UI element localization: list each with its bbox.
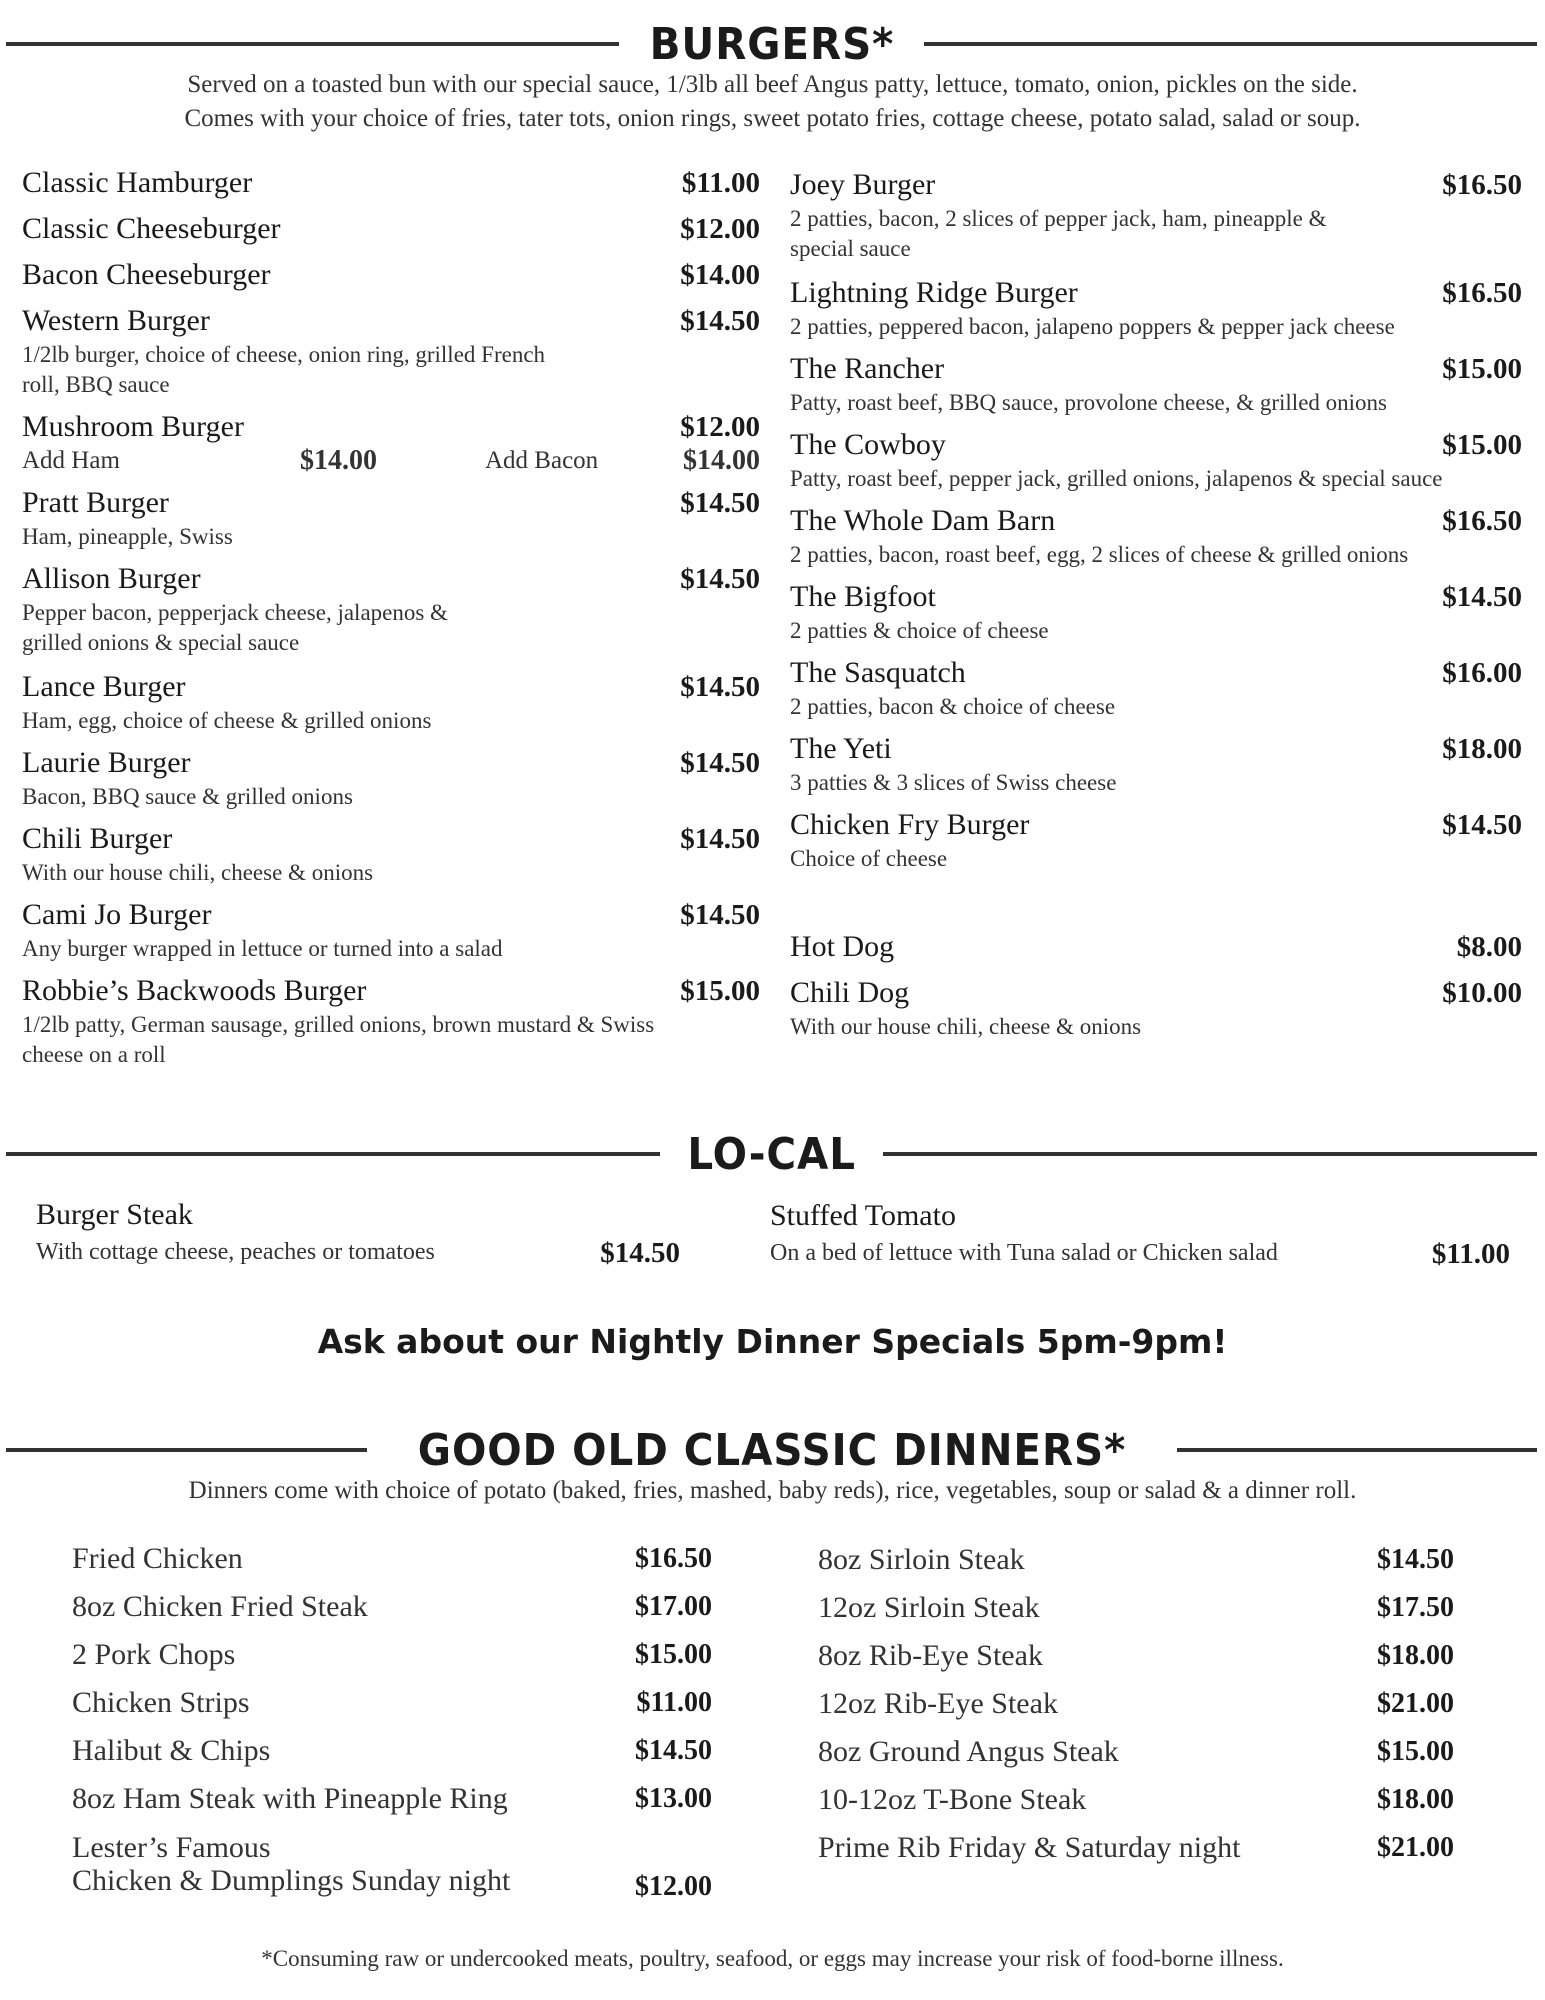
menu-item <box>22 484 760 560</box>
item-name: Fried Chicken <box>72 1542 243 1575</box>
item-price: $12.00 <box>680 213 760 245</box>
menu-item <box>790 730 1522 806</box>
item-description: Patty, roast beef, pepper jack, grilled onions, jalapenos & special sauce <box>790 466 1443 491</box>
add-bacon-price: $14.00 <box>683 445 760 476</box>
item-price: $15.00 <box>635 1639 712 1670</box>
menu-item <box>818 1776 1454 1824</box>
menu-item <box>72 1583 712 1631</box>
item-name: Pratt Burger <box>22 486 169 519</box>
burgers-title: BURGERS* <box>649 18 894 70</box>
item-price: $14.00 <box>680 259 760 291</box>
item-price: $14.50 <box>1377 1544 1454 1575</box>
menu-item <box>22 972 760 1078</box>
item-price: $16.50 <box>1442 277 1522 309</box>
lo-cal-item-burger-steak <box>36 1196 680 1270</box>
item-description: Choice of cheese <box>790 846 948 871</box>
item-description: Patty, roast beef, BBQ sauce, provolone cheese, & grilled onions <box>790 390 1388 415</box>
menu-item <box>72 1631 712 1679</box>
menu-item <box>790 166 1522 274</box>
item-name: Allison Burger <box>22 562 201 595</box>
food-safety-footnote: *Consuming raw or undercooked meats, poultry, seafood, or eggs may increase your risk of food-borne illness. <box>261 1946 1284 1971</box>
item-name: Western Burger <box>22 304 210 337</box>
nightly-specials-banner: Ask about our Nightly Dinner Specials 5pm-9pm! <box>317 1322 1228 1361</box>
header-rule-right <box>883 1152 1537 1156</box>
item-price: $14.50 <box>680 671 760 703</box>
item-price: $21.00 <box>1377 1688 1454 1719</box>
item-name: Stuffed Tomato <box>770 1199 956 1232</box>
item-name: Chili Burger <box>22 822 173 855</box>
item-price: $15.00 <box>680 975 760 1007</box>
item-description: 1/2lb patty, German sausage, grilled onions, brown mustard & Swiss cheese on a roll <box>22 1012 655 1067</box>
item-name: 8oz Sirloin Steak <box>818 1543 1025 1576</box>
item-name: 8oz Chicken Fried Steak <box>72 1590 368 1623</box>
menu-item <box>72 1823 712 1911</box>
add-ham-label: Add Ham <box>22 447 120 474</box>
add-ham-price: $14.00 <box>300 445 377 476</box>
item-name: Mushroom Burger <box>22 410 244 443</box>
burgers-intro-line-2: Comes with your choice of fries, tater tots, onion rings, sweet potato fries, cottage cheese, potato salad, salad or soup. <box>184 105 1361 132</box>
item-price: $13.00 <box>635 1783 712 1814</box>
item-price: $11.00 <box>681 167 760 199</box>
item-price: $17.50 <box>1377 1592 1454 1623</box>
item-name: The Bigfoot <box>790 580 936 613</box>
item-name: Joey Burger <box>790 168 936 201</box>
add-bacon-label: Add Bacon <box>485 447 599 474</box>
item-description: With cottage cheese, peaches or tomatoes <box>36 1239 435 1265</box>
item-description: With our house chili, cheese & onions <box>790 1014 1142 1039</box>
item-price: $14.50 <box>1442 809 1522 841</box>
item-name: Chili Dog <box>790 976 910 1009</box>
item-name: The Yeti <box>790 732 892 765</box>
item-price: $12.00 <box>635 1871 712 1902</box>
item-description: Ham, pineapple, Swiss <box>22 524 233 549</box>
item-price: $15.00 <box>1442 353 1522 385</box>
item-price: $10.00 <box>1442 977 1522 1009</box>
menu-item <box>790 928 1522 974</box>
header-rule-left <box>6 1152 660 1156</box>
menu-item <box>72 1535 712 1583</box>
burgers-header <box>6 18 1537 70</box>
menu-item <box>790 806 1522 928</box>
item-description: 3 patties & 3 slices of Swiss cheese <box>790 770 1117 795</box>
menu-item <box>72 1727 712 1775</box>
item-description: 2 patties, peppered bacon, jalapeno poppers & pepper jack cheese <box>790 314 1395 339</box>
item-name: Lance Burger <box>22 670 186 703</box>
item-name: 12oz Rib-Eye Steak <box>818 1687 1058 1720</box>
item-price: $14.50 <box>680 823 760 855</box>
menu-item <box>790 654 1522 730</box>
menu-item <box>790 350 1522 426</box>
dinners-header <box>6 1424 1537 1476</box>
menu-item <box>22 744 760 820</box>
item-price: $18.00 <box>1377 1784 1454 1815</box>
menu-item <box>790 578 1522 654</box>
item-price: $18.00 <box>1377 1640 1454 1671</box>
item-price: $14.50 <box>1442 581 1522 613</box>
item-name: Chicken Strips <box>72 1686 250 1719</box>
header-rule-right <box>1177 1448 1538 1452</box>
item-price: $18.00 <box>1442 733 1522 765</box>
burgers-right-column <box>790 166 1522 1050</box>
item-name: Laurie Burger <box>22 746 191 779</box>
menu-item <box>818 1824 1454 1872</box>
item-name: Classic Hamburger <box>22 166 253 199</box>
menu-item <box>22 408 760 484</box>
item-name: 12oz Sirloin Steak <box>818 1591 1040 1624</box>
header-rule-right <box>924 42 1537 46</box>
item-name: 8oz Ground Angus Steak <box>818 1735 1119 1768</box>
menu-item <box>22 896 760 972</box>
item-name: Halibut & Chips <box>72 1734 271 1767</box>
item-price: $16.50 <box>1442 169 1522 201</box>
item-price: $16.50 <box>1442 505 1522 537</box>
burgers-left-column <box>22 164 760 1078</box>
menu-item <box>818 1632 1454 1680</box>
menu-item <box>22 560 760 668</box>
dinners-right-column <box>818 1536 1454 1872</box>
item-name: 8oz Ham Steak with Pineapple Ring <box>72 1782 508 1815</box>
item-price: $14.50 <box>680 305 760 337</box>
menu-item <box>818 1536 1454 1584</box>
lo-cal-title: LO-CAL <box>687 1128 856 1180</box>
item-price: $21.00 <box>1377 1832 1454 1863</box>
item-addons <box>22 446 760 476</box>
item-description: Pepper bacon, pepperjack cheese, jalapenos & grilled onions & special sauce <box>22 600 448 655</box>
item-name: Cami Jo Burger <box>22 898 212 931</box>
item-name: Chicken Fry Burger <box>790 808 1030 841</box>
menu-item <box>818 1680 1454 1728</box>
item-price: $8.00 <box>1456 931 1522 963</box>
item-name: Prime Rib Friday & Saturday night <box>818 1831 1241 1864</box>
item-price: $17.00 <box>635 1591 712 1622</box>
menu-item <box>790 974 1522 1050</box>
item-price: $15.00 <box>1442 429 1522 461</box>
item-price: $14.50 <box>635 1735 712 1766</box>
item-description: On a bed of lettuce with Tuna salad or Chicken salad <box>770 1240 1278 1266</box>
menu-item <box>22 820 760 896</box>
item-price: $15.00 <box>1377 1736 1454 1767</box>
item-name: The Whole Dam Barn <box>790 504 1056 537</box>
item-price: $14.50 <box>680 899 760 931</box>
dinners-left-column <box>72 1535 712 1911</box>
item-name: Hot Dog <box>790 930 895 963</box>
burgers-intro <box>0 68 1545 136</box>
menu-item <box>72 1679 712 1727</box>
item-price: $12.00 <box>680 411 760 443</box>
item-description: Ham, egg, choice of cheese & grilled onions <box>22 708 432 733</box>
item-price: $11.00 <box>1431 1238 1510 1270</box>
menu-item <box>818 1728 1454 1776</box>
dinners-intro: Dinners come with choice of potato (baked, fries, mashed, baby reds), rice, vegetables, soup or salad & a dinner roll. <box>188 1477 1357 1504</box>
menu-item <box>790 274 1522 350</box>
menu-item <box>22 256 760 302</box>
header-rule-left <box>6 42 619 46</box>
item-description: 1/2lb burger, choice of cheese, onion ring, grilled French roll, BBQ sauce <box>22 342 546 397</box>
item-name: Burger Steak <box>36 1198 193 1231</box>
item-description: 2 patties, bacon, roast beef, egg, 2 slices of cheese & grilled onions <box>790 542 1409 567</box>
item-price: $14.50 <box>600 1237 680 1269</box>
item-description: With our house chili, cheese & onions <box>22 860 374 885</box>
item-price: $16.00 <box>1442 657 1522 689</box>
item-description: Bacon, BBQ sauce & grilled onions <box>22 784 353 809</box>
item-name: 2 Pork Chops <box>72 1638 236 1671</box>
item-name: The Cowboy <box>790 428 946 461</box>
item-price: $14.50 <box>680 563 760 595</box>
menu-item <box>22 668 760 744</box>
item-name: 10-12oz T-Bone Steak <box>818 1783 1087 1816</box>
menu-item <box>818 1584 1454 1632</box>
item-name: Bacon Cheeseburger <box>22 258 271 291</box>
menu-item <box>72 1775 712 1823</box>
lo-cal-item-stuffed-tomato <box>770 1197 1510 1271</box>
item-name: Classic Cheeseburger <box>22 212 281 245</box>
item-name-line-1: Lester’s Famous <box>72 1831 271 1864</box>
item-description: 2 patties, bacon, 2 slices of pepper jack, ham, pineapple & special sauce <box>790 206 1327 261</box>
dinners-title: GOOD OLD CLASSIC DINNERS* <box>417 1424 1126 1476</box>
item-name: Robbie’s Backwoods Burger <box>22 974 367 1007</box>
item-name: The Rancher <box>790 352 945 385</box>
header-rule-left <box>6 1448 367 1452</box>
menu-item <box>790 426 1522 502</box>
item-name-line-2: Chicken & Dumplings Sunday night <box>72 1864 511 1897</box>
menu-item <box>790 502 1522 578</box>
item-name: Lightning Ridge Burger <box>790 276 1078 309</box>
item-description: Any burger wrapped in lettuce or turned into a salad <box>22 936 503 961</box>
item-price: $16.50 <box>635 1543 712 1574</box>
menu-item <box>22 164 760 210</box>
item-price: $11.00 <box>636 1687 712 1718</box>
lo-cal-header <box>6 1128 1537 1180</box>
item-description: 2 patties & choice of cheese <box>790 618 1049 643</box>
item-name: 8oz Rib-Eye Steak <box>818 1639 1043 1672</box>
item-price: $14.50 <box>680 747 760 779</box>
item-name: The Sasquatch <box>790 656 966 689</box>
item-price: $14.50 <box>680 487 760 519</box>
menu-item <box>22 210 760 256</box>
burgers-intro-line-1: Served on a toasted bun with our special sauce, 1/3lb all beef Angus patty, lettuce, tomato, onion, pickles on the side. <box>187 71 1358 98</box>
menu-item <box>22 302 760 408</box>
item-description: 2 patties, bacon & choice of cheese <box>790 694 1116 719</box>
